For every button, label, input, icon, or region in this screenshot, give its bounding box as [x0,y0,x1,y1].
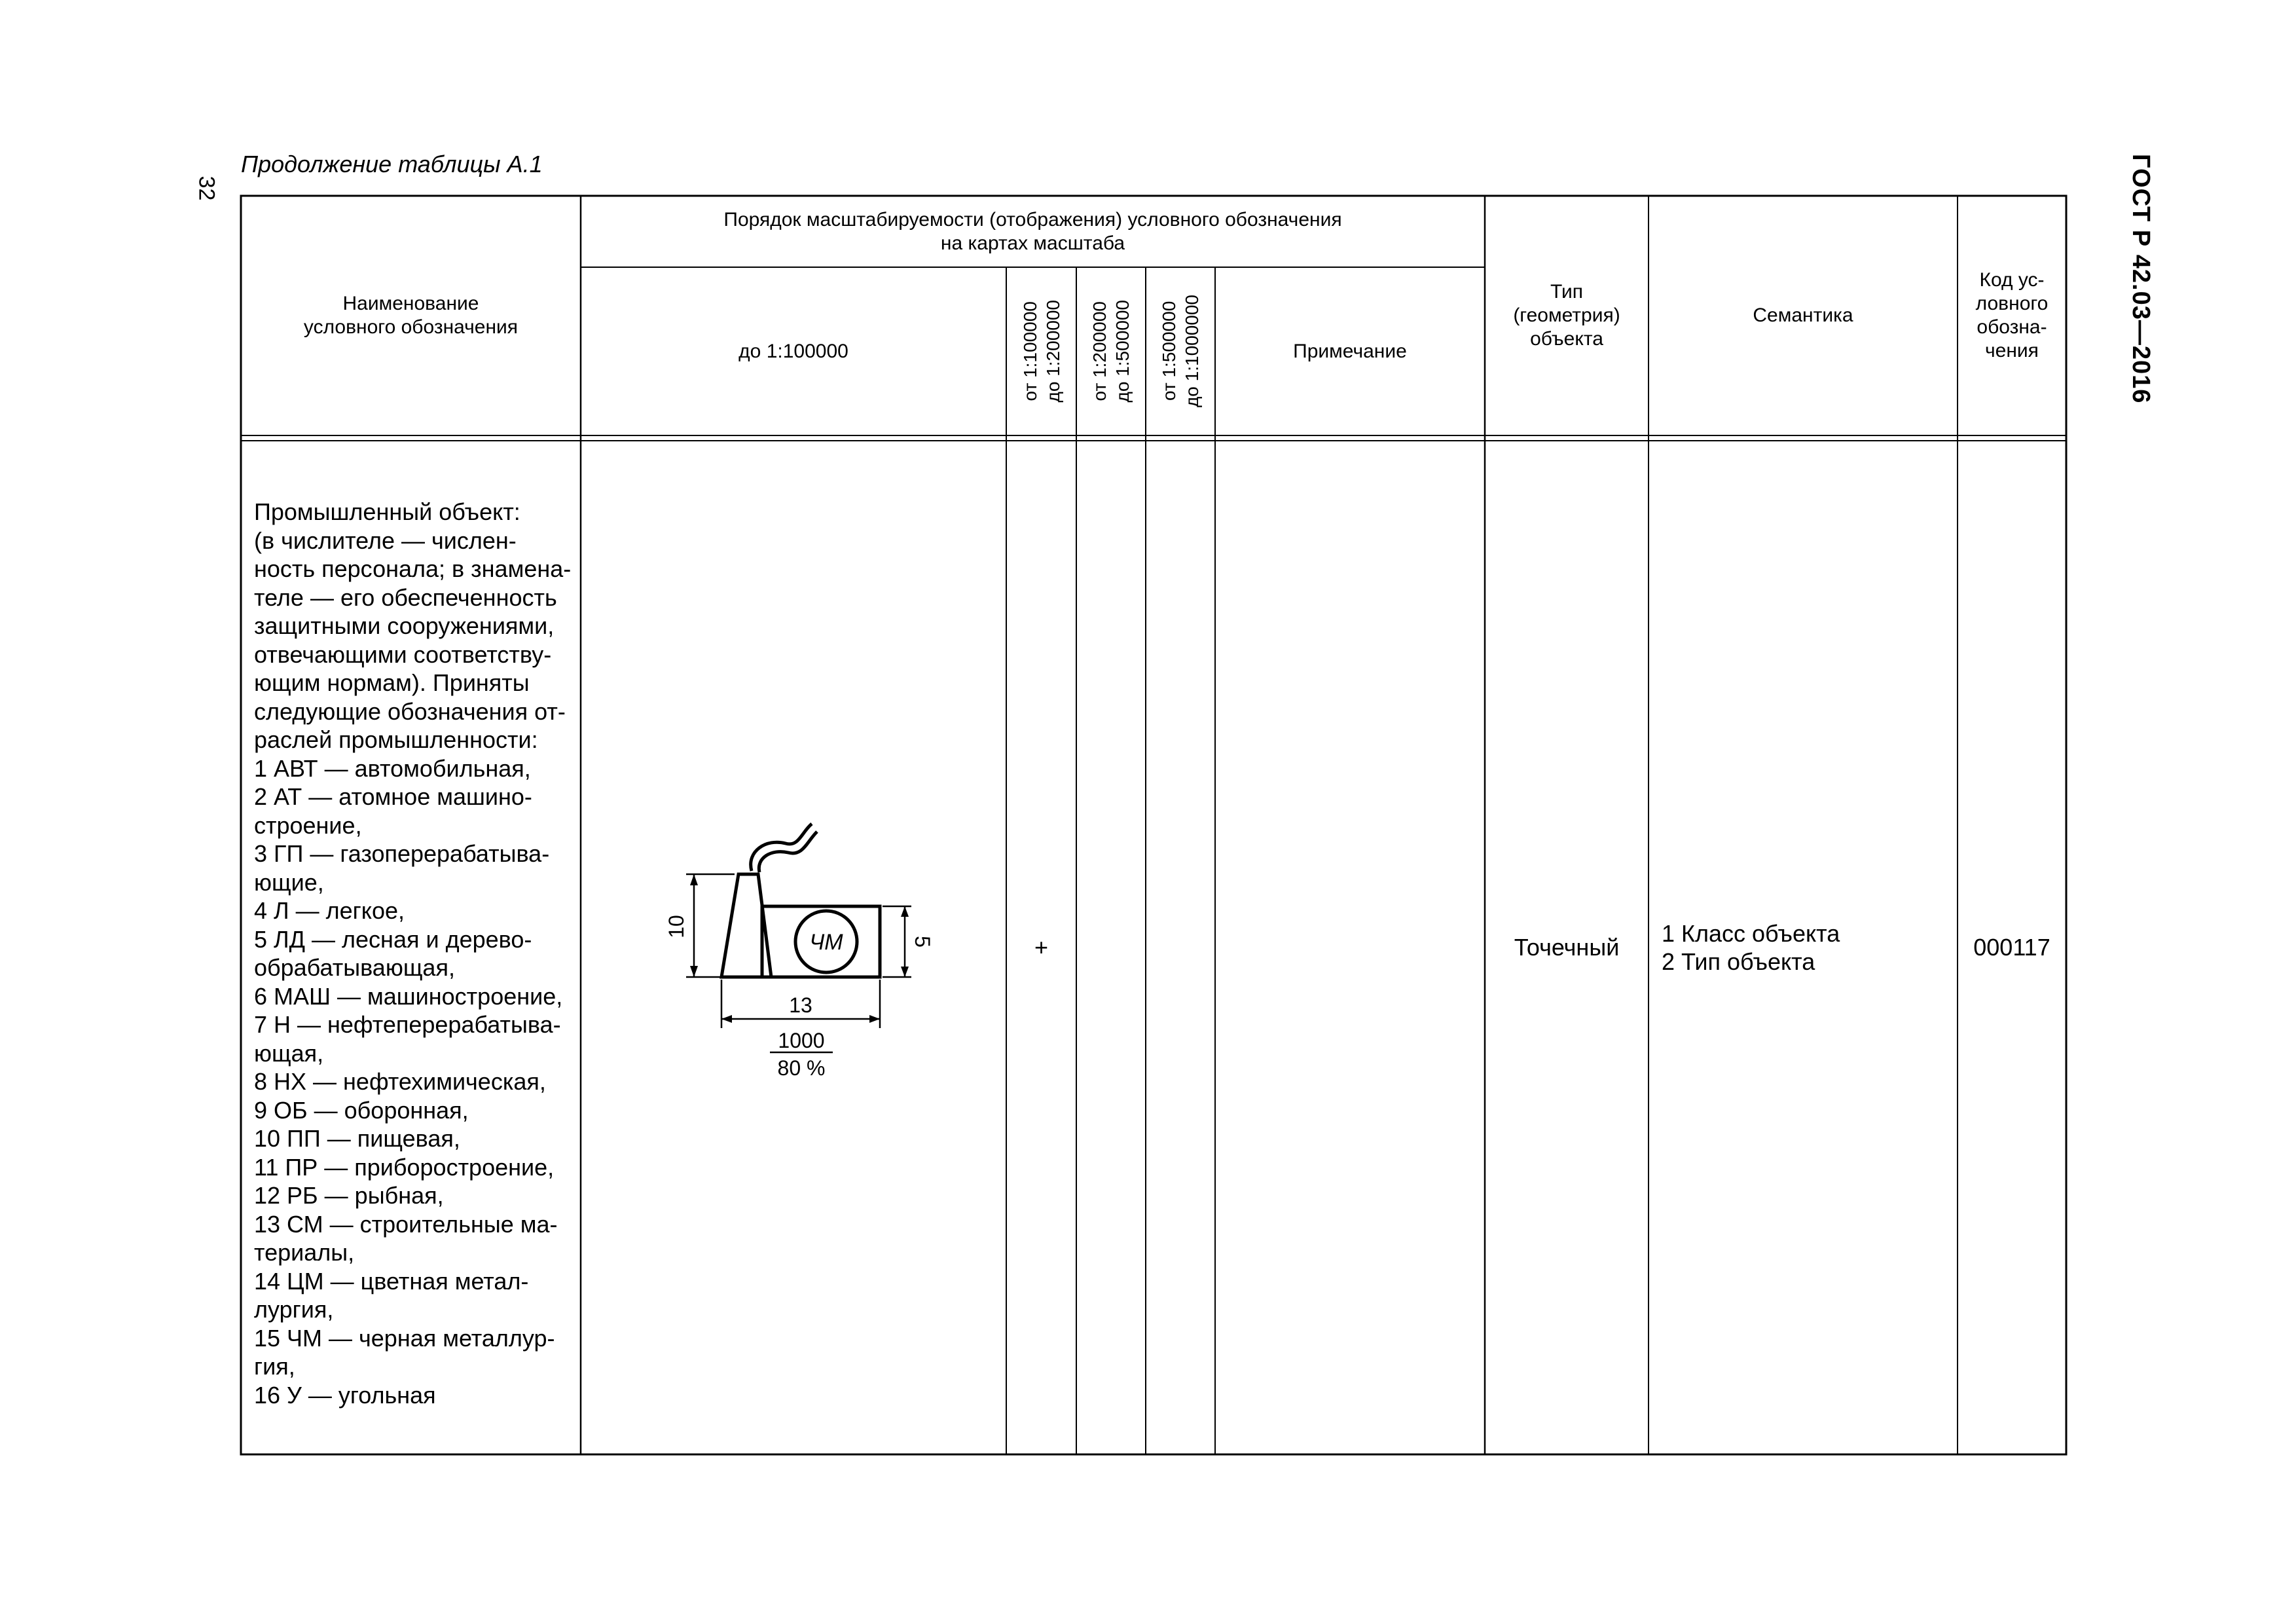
name-line: 5 ЛД — лесная и дерево- [254,925,532,953]
header-code: Код ус- ловного обозна- чения [1975,269,2049,361]
name-line: отвечающими соответству- [254,640,552,668]
name-line: 14 ЦМ — цветная метал- [254,1267,529,1295]
name-line: 9 ОБ — оборонная, [254,1096,469,1124]
dim-inner: 5 [911,936,934,948]
name-line: Промышленный объект: [254,498,520,525]
name-line: 7 Н — нефтеперерабатыва- [254,1011,561,1038]
symbol-label: ЧМ [809,930,843,955]
header-note: Примечание [1293,340,1407,362]
fraction-numerator: 1000 [778,1029,825,1052]
name-line: (в числителе — числен- [254,526,517,554]
dim-width: 13 [789,993,812,1017]
object-code: 000117 [1973,934,2050,961]
semantics-item-1: 1 Класс объекта [1662,920,1840,947]
object-type: Точечный [1514,934,1620,961]
name-line: 11 ПР — приборостроение, [254,1153,555,1181]
name-line: териалы, [254,1239,355,1266]
header-name: Наименование условного обозначения [303,293,519,338]
name-line: теле — его обеспеченность [254,583,557,611]
name-line: 6 МАШ — машиностроение, [254,982,563,1010]
object-name-cell [254,498,572,1409]
name-line: 13 СМ — строительные ма- [254,1210,558,1238]
header-scale-group: Порядок масштабируемости (отображения) условного обозначения на картах масштаба [723,208,1342,254]
header-scale-4: от 1:500000 до 1:1000000 [1159,295,1202,408]
name-line: ющая, [254,1039,324,1067]
fraction-denominator: 80 % [777,1056,826,1080]
name-line: ющим нормам). Приняты [254,669,530,696]
name-line: 3 ГП — газоперерабатыва- [254,840,550,867]
name-line: 1 АВТ — автомобильная, [254,754,531,782]
dim-height: 10 [665,915,688,938]
name-line: 4 Л — легкое, [254,897,405,924]
name-line: ность персонала; в знамена- [254,555,572,582]
header-type: Тип (геометрия) объекта [1513,281,1620,350]
semantics-item-2: 2 Тип объекта [1662,948,1815,975]
name-line: обрабатывающая, [254,954,455,981]
name-line: 15 ЧМ — черная металлур- [254,1324,555,1352]
table-caption: Продолжение таблицы А.1 [241,151,543,177]
name-line: 8 НХ — нефтехимическая, [254,1068,546,1095]
name-line: ющие, [254,868,324,896]
header-scale-2: от 1:100000 до 1:200000 [1019,300,1063,403]
name-line: следующие обозначения от- [254,697,566,725]
document-id: ГОСТ Р 42.03—2016 [2127,154,2155,404]
name-line: 10 ПП — пищевая, [254,1125,460,1152]
name-line: лургия, [254,1296,334,1323]
semantics-list [1662,919,1840,976]
name-line: 12 РБ — рыбная, [254,1182,444,1209]
scale-2-mark: + [1034,934,1049,961]
name-line: строение, [254,811,362,839]
name-line: 2 АТ — атомное машино- [254,783,532,810]
name-line: гия, [254,1353,295,1380]
industrial-object-symbol [655,805,934,1087]
page-number: 32 [194,175,219,201]
header-semantics: Семантика [1753,304,1853,326]
name-line: 16 У — угольная [254,1381,436,1409]
header-scale-1: до 1:100000 [738,340,848,362]
name-line: защитными сооружениями, [254,612,555,639]
header-scale-3: от 1:200000 до 1:500000 [1089,300,1133,403]
name-line: раслей промышленности: [254,726,538,753]
